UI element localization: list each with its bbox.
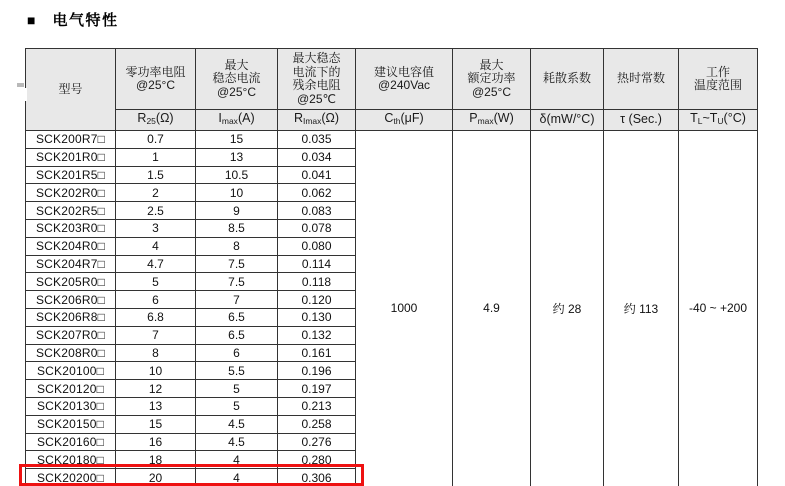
cell-imax: 5.5 (196, 362, 278, 380)
cell-imax: 13 (196, 148, 278, 166)
symbol-text: R (293, 110, 303, 125)
symbol-subscript: Imax (302, 115, 322, 126)
symbol-text: (Ω) (155, 110, 174, 125)
symbol-text: C (384, 110, 394, 125)
symbol-text: τ (Sec.) (620, 112, 662, 127)
cell-model: SCK204R7□ (26, 255, 116, 273)
cell-rimax: 0.197 (278, 380, 356, 398)
merged-cell-tau: 约 113 (604, 131, 679, 486)
cell-model: SCK20180□ (26, 451, 116, 469)
cell-imax: 15 (196, 131, 278, 149)
cell-model: SCK204R0□ (26, 237, 116, 255)
cell-model: SCK206R8□ (26, 308, 116, 326)
cell-rimax: 0.034 (278, 148, 356, 166)
cell-r25: 2 (116, 184, 196, 202)
cell-imax: 7.5 (196, 273, 278, 291)
cell-r25: 0.7 (116, 131, 196, 149)
col-header-r25: 零功率电阻 @25°C (116, 49, 196, 110)
cell-r25: 1.5 (116, 166, 196, 184)
col-symbol-delta (531, 110, 604, 131)
cell-model: SCK206R0□ (26, 291, 116, 309)
cell-rimax: 0.306 (278, 469, 356, 486)
symbol-subscript: max (221, 115, 238, 126)
symbol-text: P (469, 110, 478, 125)
cell-rimax: 0.041 (278, 166, 356, 184)
cell-rimax: 0.258 (278, 415, 356, 433)
cell-rimax: 0.062 (278, 184, 356, 202)
cell-rimax: 0.161 (278, 344, 356, 362)
cell-rimax: 0.035 (278, 131, 356, 149)
symbol-text: (W) (493, 110, 514, 125)
cell-rimax: 0.114 (278, 255, 356, 273)
symbol-text: (μF) (400, 110, 424, 125)
cell-rimax: 0.080 (278, 237, 356, 255)
cell-imax: 10.5 (196, 166, 278, 184)
cell-imax: 4.5 (196, 415, 278, 433)
cell-rimax: 0.078 (278, 219, 356, 237)
col-symbol-tau (604, 110, 679, 131)
cell-rimax: 0.280 (278, 451, 356, 469)
symbol-text: (°C) (723, 110, 746, 125)
cell-imax: 7.5 (196, 255, 278, 273)
cell-r25: 18 (116, 451, 196, 469)
cell-model: SCK20120□ (26, 380, 116, 398)
cell-r25: 6.8 (116, 308, 196, 326)
col-symbol-trange (679, 110, 758, 131)
cell-imax: 7 (196, 291, 278, 309)
cell-r25: 12 (116, 380, 196, 398)
merged-cell-trange: -40 ~ +200 (679, 131, 758, 486)
cell-model: SCK20130□ (26, 397, 116, 415)
header-symbol-row (26, 110, 758, 131)
cell-model: SCK208R0□ (26, 344, 116, 362)
cell-rimax: 0.118 (278, 273, 356, 291)
col-header-model: 型号 (26, 49, 116, 131)
col-symbol-imax (196, 110, 278, 131)
cell-r25: 2.5 (116, 202, 196, 220)
symbol-text: I (218, 110, 222, 125)
cell-rimax: 0.130 (278, 308, 356, 326)
col-symbol-r25 (116, 110, 196, 131)
cell-r25: 5 (116, 273, 196, 291)
symbol-subscript: U (717, 115, 724, 126)
cell-imax: 4.5 (196, 433, 278, 451)
cell-r25: 10 (116, 362, 196, 380)
col-header-imax: 最大 稳态电流 @25°C (196, 49, 278, 110)
section-title-text: 电气特性 (52, 12, 119, 29)
symbol-subscript: th (393, 115, 401, 126)
symbol-text: T (690, 110, 698, 125)
header-title-row (26, 49, 758, 110)
cell-model: SCK20100□ (26, 362, 116, 380)
cell-model: SCK201R0□ (26, 148, 116, 166)
left-border-gap-artifact (23, 88, 27, 101)
col-symbol-cth (356, 110, 453, 131)
cell-model: SCK205R0□ (26, 273, 116, 291)
col-header-cth: 建议电容值 @240Vac (356, 49, 453, 110)
cell-r25: 8 (116, 344, 196, 362)
cell-r25: 15 (116, 415, 196, 433)
symbol-text: (Ω) (321, 110, 340, 125)
table-body (26, 131, 758, 486)
merged-cell-delta: 约 28 (531, 131, 604, 486)
cell-imax: 5 (196, 397, 278, 415)
cell-model: SCK203R0□ (26, 219, 116, 237)
col-header-pmax: 最大 额定功率 @25°C (453, 49, 531, 110)
cell-model: SCK201R5□ (26, 166, 116, 184)
cell-imax: 4 (196, 469, 278, 486)
symbol-subscript: max (477, 115, 494, 126)
cell-model: SCK20160□ (26, 433, 116, 451)
col-symbol-rimax (278, 110, 356, 131)
cell-model: SCK200R7□ (26, 131, 116, 149)
cell-rimax: 0.196 (278, 362, 356, 380)
cell-imax: 9 (196, 202, 278, 220)
cell-r25: 16 (116, 433, 196, 451)
symbol-text: (A) (237, 110, 255, 125)
cell-r25: 4 (116, 237, 196, 255)
symbol-subscript: L (697, 115, 703, 126)
cell-model: SCK20200□ (26, 469, 116, 486)
merged-cell-cth: 1000 (356, 131, 453, 486)
cell-r25: 20 (116, 469, 196, 486)
cell-r25: 4.7 (116, 255, 196, 273)
cell-model: SCK202R0□ (26, 184, 116, 202)
symbol-text: R (137, 110, 147, 125)
table-row (26, 131, 758, 149)
cell-imax: 8.5 (196, 219, 278, 237)
cell-rimax: 0.120 (278, 291, 356, 309)
cell-r25: 3 (116, 219, 196, 237)
cell-model: SCK202R5□ (26, 202, 116, 220)
cell-rimax: 0.132 (278, 326, 356, 344)
cell-imax: 5 (196, 380, 278, 398)
cell-imax: 8 (196, 237, 278, 255)
cell-imax: 6 (196, 344, 278, 362)
merged-cell-pmax: 4.9 (453, 131, 531, 486)
cell-model: SCK20150□ (26, 415, 116, 433)
cell-r25: 1 (116, 148, 196, 166)
cell-rimax: 0.083 (278, 202, 356, 220)
cell-r25: 13 (116, 397, 196, 415)
cell-rimax: 0.276 (278, 433, 356, 451)
cell-imax: 6.5 (196, 308, 278, 326)
spec-table (25, 48, 758, 486)
col-header-tau: 热时常数 (604, 49, 679, 110)
cell-model: SCK207R0□ (26, 326, 116, 344)
col-symbol-pmax (453, 110, 531, 131)
cell-rimax: 0.213 (278, 397, 356, 415)
cell-imax: 6.5 (196, 326, 278, 344)
table-header (26, 49, 758, 131)
cell-r25: 7 (116, 326, 196, 344)
col-header-delta: 耗散系数 (531, 49, 604, 110)
symbol-subscript: 25 (146, 115, 156, 126)
section-title (27, 9, 118, 30)
cell-imax: 4 (196, 451, 278, 469)
section-bullet-icon: ■ (27, 11, 36, 28)
col-header-trange: 工作 温度范围 (679, 49, 758, 110)
cell-imax: 10 (196, 184, 278, 202)
symbol-text: ~T (702, 110, 718, 125)
col-header-rimax: 最大稳态 电流下的 残余电阻 @25℃ (278, 49, 356, 110)
symbol-text: δ(mW/°C) (539, 112, 595, 127)
cell-r25: 6 (116, 291, 196, 309)
left-border-tick-artifact (17, 83, 24, 87)
